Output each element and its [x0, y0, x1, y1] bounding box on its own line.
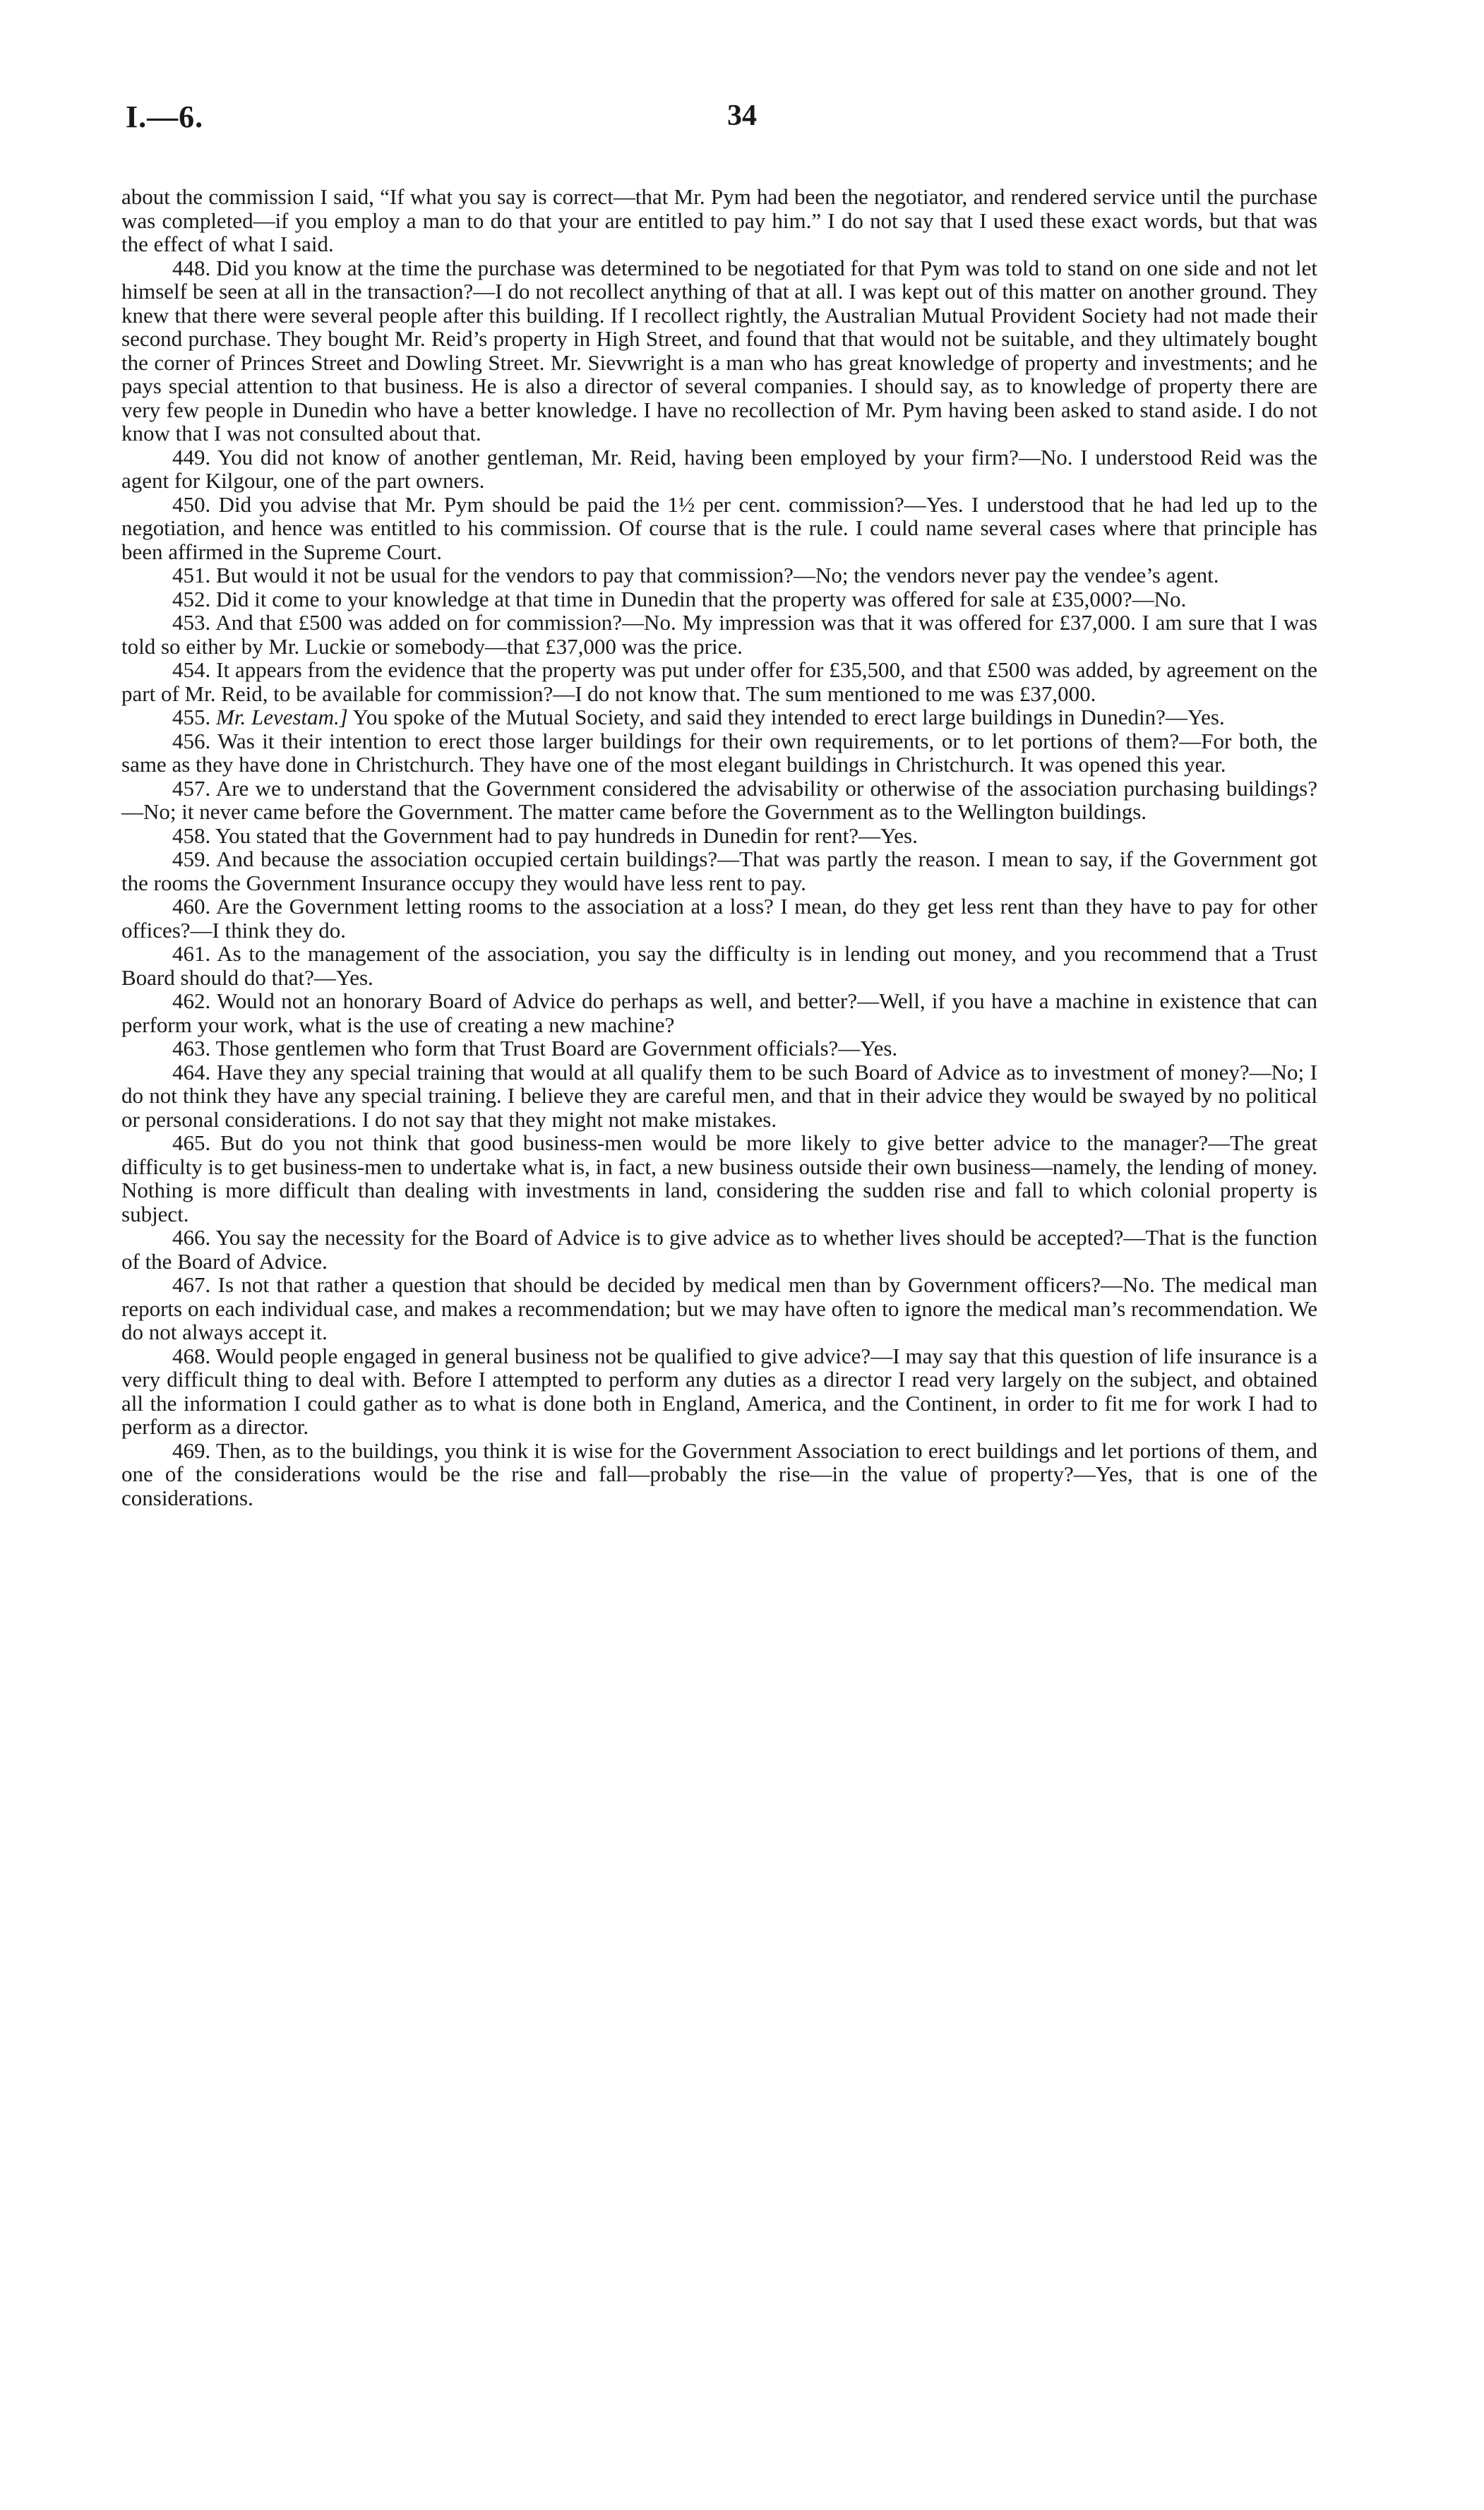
opening-paragraph: about the commission I said, “If what you say is correct—that Mr. Pym had been the negotiator, and rendered service until the purchase was completed—if you employ a man to do that your are entitled to pay him.” I do not say that I used these exact words, but that was the effect of what I said. — [121, 184, 1317, 256]
question-467 — [121, 1273, 1317, 1344]
question-number: 459. — [172, 847, 211, 871]
question-number: 456. — [172, 728, 211, 753]
question-461 — [121, 942, 1317, 989]
question-text: Those gentlemen who form that Trust Board are Government officials?—Yes. — [215, 1036, 898, 1060]
question-text: Did it come to your knowledge at that time in Dunedin that the property was offered for sale at £35,000?—No. — [216, 586, 1187, 611]
question-455 — [121, 705, 1317, 729]
question-457 — [121, 777, 1317, 824]
question-text: Are we to understand that the Government considered the advisability or otherwise of the association purchasing buildings?—No; it never came before the Government. The matter came before the Government as to the Wellington buildings. — [121, 775, 1317, 824]
question-number: 450. — [172, 491, 211, 517]
question-458 — [121, 824, 1317, 848]
question-number: 462. — [172, 988, 211, 1013]
question-469 — [121, 1439, 1317, 1510]
question-number: 453. — [172, 610, 211, 635]
question-text: As to the management of the association, you say the difficulty is in lending out money, and you recommend that a Trust Board should do that?—Yes. — [121, 941, 1317, 990]
question-number: 452. — [172, 586, 211, 611]
question-text: You did not know of another gentleman, Mr. Reid, having been employed by your firm?—No. I understood Reid was the agent for Kilgour, one of the part owners. — [121, 444, 1317, 493]
question-number: 449. — [172, 444, 211, 470]
question-number: 467. — [172, 1272, 211, 1297]
question-text: But do you not think that good business-men would be more likely to give better advice to the manager?—The great difficulty is to get business-men to undertake what is, in fact, a new business outside their own business—namely, the lending of money. Nothing is more difficult than dealing with investments in land, considering the sudden rise and fall to which colonial property is subject. — [121, 1130, 1318, 1226]
question-452 — [121, 587, 1317, 611]
question-number: 466. — [172, 1225, 211, 1250]
question-449 — [121, 446, 1317, 493]
speaker-name: Mr. Levestam.] — [216, 705, 348, 729]
question-number: 464. — [172, 1059, 211, 1084]
question-468 — [121, 1344, 1317, 1439]
page-header — [126, 99, 1358, 141]
question-number: 457. — [172, 775, 211, 801]
question-453 — [121, 611, 1317, 658]
question-462 — [121, 989, 1317, 1036]
question-text: Have they any special training that would at all qualify them to be such Board of Advice as to investment of money?—No; I do not think they have any special training. I believe they are careful men, and that in their advice they would be swayed by no political or personal considerations. I do not say that they might not make mistakes. — [121, 1059, 1317, 1132]
page-number: 34 — [727, 100, 757, 132]
question-text: Would people engaged in general business not be qualified to give advice?—I may say that this question of life insurance is a very difficult thing to deal with. Before I attempted to perform any duties as a director I read very largely on the subject, and obtained all the information I could gather as to what is done both in England, America, and the Continent, in order to fit me for work I had to perform as a director. — [121, 1343, 1317, 1439]
question-number: 461. — [172, 941, 211, 966]
question-number: 448. — [172, 255, 211, 280]
question-text: Would not an honorary Board of Advice do perhaps as well, and better?—Well, if you have a machine in existence that can perform your work, what is the use of creating a new machine? — [121, 988, 1317, 1037]
question-number: 451. — [172, 563, 211, 587]
question-text: You spoke of the Mutual Society, and said they intended to erect large buildings in Dunedin?—Yes. — [352, 705, 1225, 729]
question-463 — [121, 1036, 1317, 1060]
question-number: 469. — [172, 1438, 211, 1463]
question-466 — [121, 1226, 1317, 1273]
question-459 — [121, 847, 1317, 895]
question-text: Then, as to the buildings, you think it is wise for the Government Association to erect buildings and let portions of them, and one of the considerations would be the rise and fall—probably the rise—in the value of property?—Yes, that is one of the considerations. — [121, 1438, 1317, 1510]
evidence-text — [121, 185, 1317, 1510]
question-465 — [121, 1131, 1317, 1226]
question-460 — [121, 895, 1317, 942]
question-number: 454. — [172, 657, 211, 682]
question-text: Was it their intention to erect those larger buildings for their own requirements, or to let portions of them?—For both, the same as they have done in Christchurch. They have one of the most elegant buildings in Christchurch. It was opened this year. — [121, 728, 1317, 777]
question-text: You stated that the Government had to pay hundreds in Dunedin for rent?—Yes. — [215, 823, 918, 848]
question-456 — [121, 729, 1317, 777]
question-number: 458. — [172, 823, 211, 848]
question-text: You say the necessity for the Board of Advice is to give advice as to whether lives should be accepted?—That is the function of the Board of Advice. — [121, 1225, 1317, 1274]
question-number: 460. — [172, 894, 211, 919]
question-text: Did you advise that Mr. Pym should be paid the 1½ per cent. commission?—Yes. I understood that he had led up to the negotiation, and hence was entitled to his commission. Of course that is the rule. I could name several cases where that principle has been affirmed in the Supreme Court. — [121, 491, 1317, 564]
question-451 — [121, 563, 1317, 587]
question-number: 455. — [172, 705, 211, 729]
question-448 — [121, 256, 1317, 446]
page-reference: I.—6. — [126, 100, 204, 134]
question-text: Is not that rather a question that should be decided by medical men than by Government officers?—No. The medical man reports on each individual case, and makes a recommendation; but we may have often to ignore the medical man’s recommendation. We do not always accept it. — [121, 1272, 1318, 1344]
question-450 — [121, 493, 1317, 564]
question-text: And that £500 was added on for commission?—No. My impression was that it was offered for £37,000. I am sure that I was told so either by Mr. Luckie or somebody—that £37,000 was the price. — [121, 610, 1317, 659]
question-number: 465. — [172, 1130, 211, 1155]
question-454 — [121, 658, 1317, 705]
question-number: 463. — [172, 1036, 211, 1060]
question-text: Are the Government letting rooms to the association at a loss? I mean, do they get less rent than they have to pay for other offices?—I think they do. — [121, 894, 1317, 943]
question-464 — [121, 1060, 1317, 1132]
question-number: 468. — [172, 1343, 211, 1368]
question-text: But would it not be usual for the vendors to pay that commission?—No; the vendors never pay the vendee’s agent. — [216, 563, 1219, 587]
question-text: Did you know at the time the purchase was determined to be negotiated for that Pym was told to stand on one side and not let himself be seen at all in the transaction?—I do not recollect anything of that at all. I was kept out of this matter on another ground. They knew that there were several people after this building. If I recollect rightly, the Australian Mutual Provident Society had not made their second purchase. They bought Mr. Reid’s property in High Street, and found that that would not be suitable, and they ultimately bought the corner of Princes Street and Dowling Street. Mr. Sievwright is a man who has great knowledge of property and investments; and he pays special attention to that business. He is also a director of several companies. I should say, as to knowledge of property there are very few people in Dunedin who have a better knowledge. I have no recollection of Mr. Pym having been asked to stand aside. I do not know that I was not consulted about that. — [121, 255, 1317, 446]
question-text: It appears from the evidence that the property was put under offer for £35,500, and that £500 was added, by agreement on the part of Mr. Reid, to be available for commission?—I do not know that. The sum mentioned to me was £37,000. — [121, 657, 1317, 706]
question-text: And because the association occupied certain buildings?—That was partly the reason. I mean to say, if the Government got the rooms the Government Insurance occupy they would have less rent to pay. — [121, 847, 1317, 895]
